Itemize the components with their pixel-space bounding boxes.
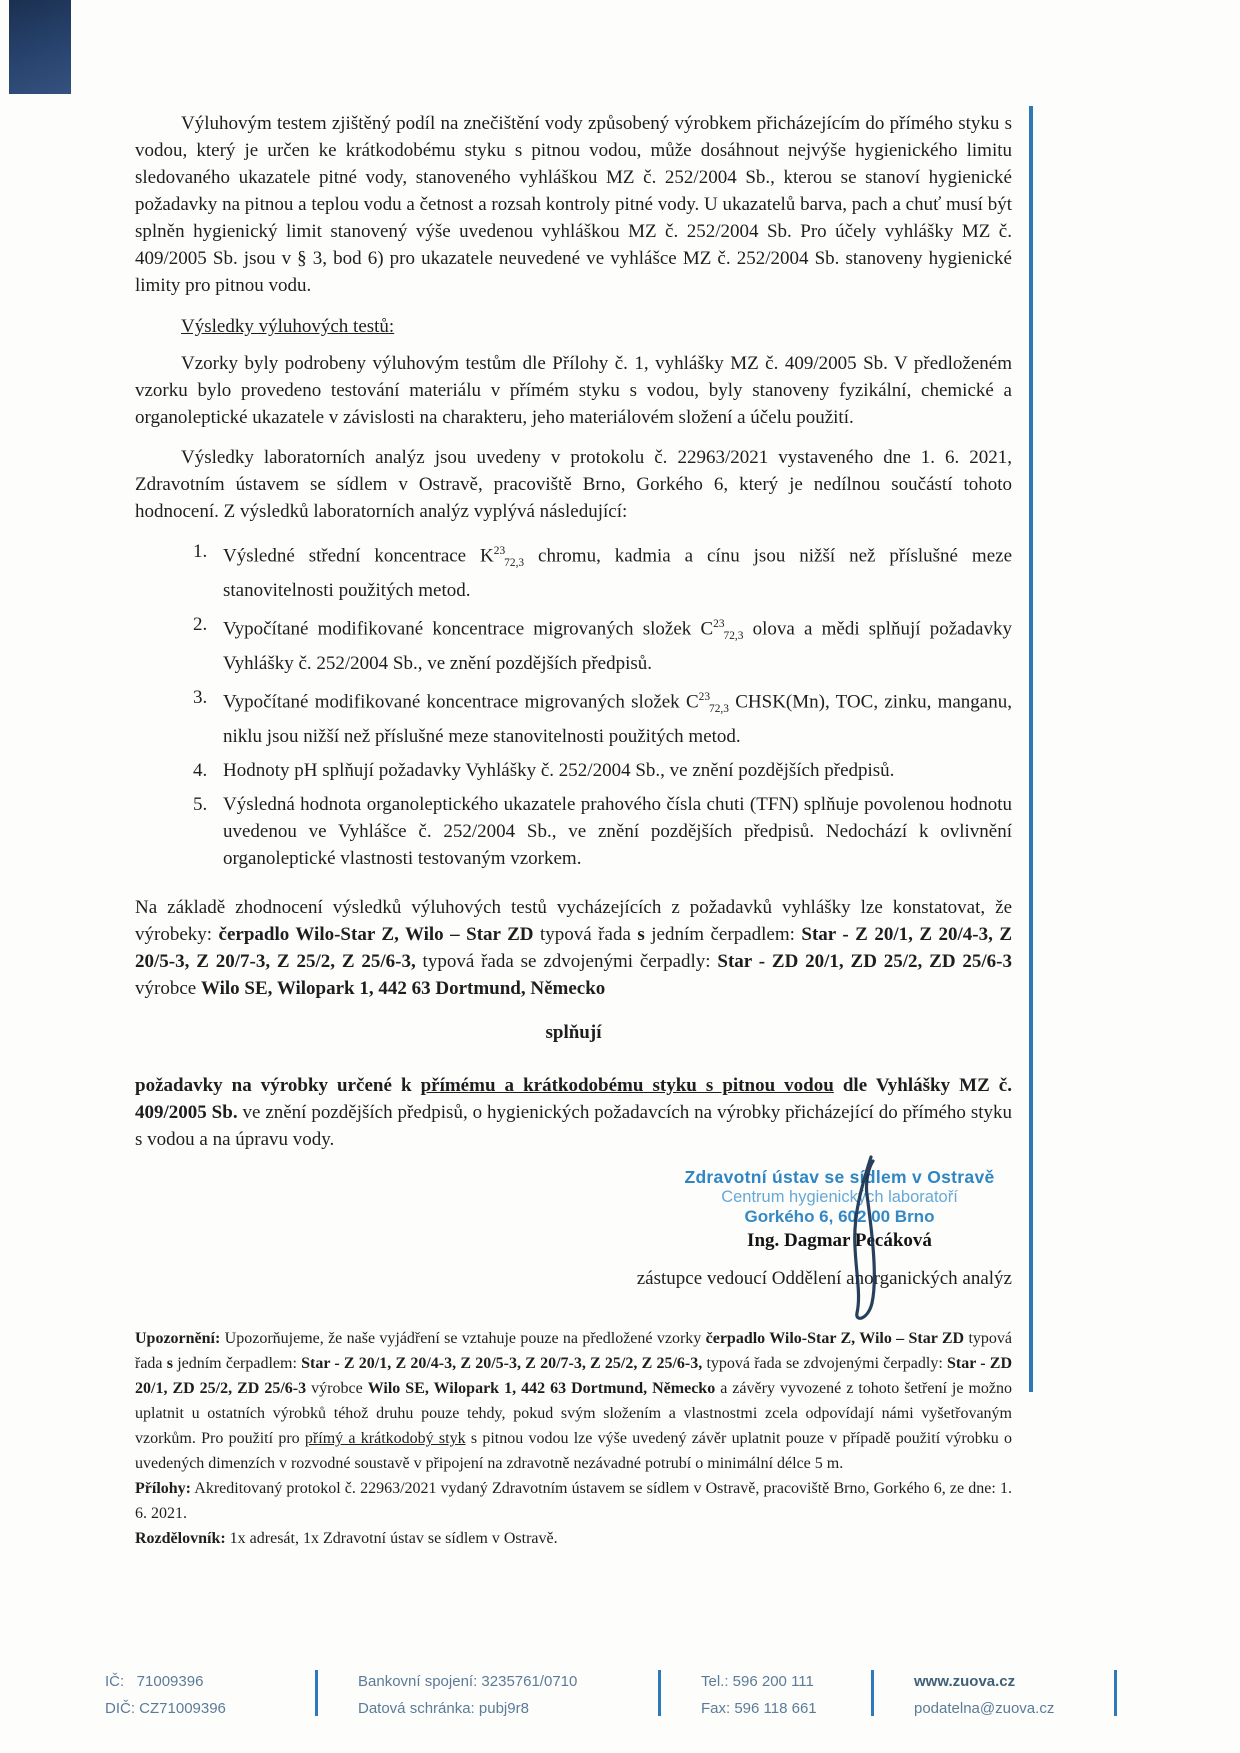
list-item-5 [193, 791, 1012, 872]
stamp-line-address: Gorkého 6, 602 00 Brno [744, 1207, 935, 1227]
subscript-index: 72,3 [504, 557, 525, 570]
list-item-text: Výsledná hodnota organoleptického ukazatele prahového čísla chuti (TFN) splňuje povolenou hodnotu uvedenou ve Vyhlášce č. 252/2004 Sb., ve znění pozdějších předpisů. Nedochází k ovlivnění organoleptické vlastnosti testovaným vzorkem. [223, 794, 1012, 870]
paragraph-requirements [135, 1072, 1012, 1153]
results-heading-text: Výsledky výluhových testů: [181, 316, 395, 337]
note-label: Přílohy: [135, 1480, 191, 1498]
note-warning [135, 1326, 1012, 1476]
footer-divider [658, 1670, 661, 1716]
note-label: Upozornění: [135, 1330, 221, 1348]
text-segment: 1x adresát, 1x Zdravotní ústav se sídlem v Ostravě. [225, 1530, 558, 1548]
list-item-text: Hodnoty pH splňují požadavky Vyhlášky č. 252/2004 Sb., ve znění pozdějších předpisů. [223, 760, 895, 782]
list-item-number: 1. [193, 541, 208, 562]
institution-stamp [667, 1167, 1012, 1252]
text-segment: ve znění pozdějších předpisů, o hygienických požadavcích na výrobky přicházející do přímého styku s vodou a na úpravu vody. [135, 1102, 1012, 1151]
note-distribution [135, 1526, 1012, 1551]
text-segment: výrobce [135, 978, 201, 1000]
manufacturer-name: Wilo SE, Wilopark 1, 442 63 Dortmund, Německo [367, 1380, 716, 1398]
note-attachments [135, 1476, 1012, 1526]
stamp-line-institution: Zdravotní ústav se sídlem v Ostravě [684, 1167, 995, 1188]
footer-divider [315, 1670, 318, 1716]
footer-website: www.zuova.cz [914, 1673, 1016, 1690]
footer-databox: Datová schránka: pubj9r8 [358, 1700, 529, 1717]
footer-fax: Fax: 596 118 661 [701, 1700, 817, 1717]
results-heading [135, 313, 1012, 340]
text-segment-bold: požadavky na výrobky určené k [135, 1075, 421, 1097]
footer-col-registration [105, 1668, 275, 1722]
text-segment: typová řada se zdvojenými čerpadly: [415, 951, 718, 973]
document-content [135, 110, 1012, 1551]
text-segment: typová řada se zdvojenými čerpadly: [702, 1355, 947, 1373]
footer-info [105, 1668, 1122, 1722]
list-item-number: 2. [193, 614, 208, 636]
text-segment: jedním čerpadlem: [172, 1355, 302, 1373]
text-segment: Upozorňujeme, že naše vyjádření se vztahuje pouze na předložené vzorky [220, 1330, 706, 1348]
text-segment: Vypočítané modifikované koncentrace migrovaných složek C [223, 691, 699, 713]
pump-model-list-twin: Star - ZD 20/1, ZD 25/2, ZD 25/6-3 [717, 951, 1012, 973]
text-segment-bold: s [166, 1355, 173, 1373]
paragraph-lab-protocol: Výsledky laboratorních analýz jsou uvedeny v protokolu č. 22963/2021 vystaveného dne 1. 6. 2021, Zdravotním ústavem se sídlem v Ostravě, pracoviště Brno, Gorkého 6, který je nedílnou součástí tohoto hodnocení. Z výsledků laboratorních analýz vyplývá následující: [135, 447, 1012, 522]
stamp-line-center: Centrum hygienických laboratoří [721, 1188, 958, 1207]
pump-model-list-single: Star - Z 20/1, Z 20/4-3, Z 20/5-3, Z 20/7-3, Z 25/2, Z 25/6-3, [301, 1355, 703, 1373]
text-segment: CHSK(Mn), TOC, zinku, manganu, niklu jsou nižší než příslušné meze stanovitelnosti použitých metod. [223, 691, 1012, 748]
contact-type-underlined: přímý a krátkodobý styk [304, 1430, 466, 1448]
text-segment: Vypočítané modifikované koncentrace migrovaných složek C [223, 618, 714, 640]
text-segment: Akreditovaný protokol č. 22963/2021 vydaný Zdravotním ústavem se sídlem v Ostravě, pracoviště Brno, Gorkého 6, ze dne: 1. 6. 2021. [135, 1480, 1012, 1523]
pump-series-names: čerpadlo Wilo-Star Z, Wilo – Star ZD [218, 924, 534, 946]
list-item-4 [193, 757, 1012, 784]
list-item-text [223, 684, 1012, 750]
subscript-index: 72,3 [723, 630, 744, 643]
list-item-number: 4. [193, 760, 208, 782]
paragraph-leach-intro: Výluhovým testem zjištěný podíl na znečištění vody způsobený výrobkem přicházejícím do přímého styku s vodou, který je určen ke krátkodobému styku s pitnou vodou, může dosáhnout nejvýše hygienického limitu sledovaného ukazatele pitné vody, stanoveného vyhláškou MZ č. 252/2004 Sb., kterou se stanoví hygienické požadavky na pitnou a teplou vodu a četnost a rozsah kontroly pitné vody. U ukazatelů barva, pach a chuť musí být splněn hygienický limit stanovený výše uvedenou vyhláškou MZ č. 252/2004 Sb. Pro účely vyhlášky MZ č. 409/2005 Sb. jsou v § 3, bod 6) pro ukazatele neuvedené ve vyhlášce MZ č. 252/2004 Sb. stanoveny hygienické limity pro pitnou vodu. [135, 113, 1012, 296]
list-item-2 [193, 611, 1012, 677]
text-segment: s pitnou vodou lze výše uvedený závěr uplatnit pouze v případě použití výrobku o uvedených dimenzích v rozvodné soustavě v připojení na zdravotně nezávadné potrubí o minimální délce 5 m. [135, 1430, 1012, 1473]
footer-phone: Tel.: 596 200 111 [701, 1673, 814, 1690]
list-item-text [223, 611, 1012, 677]
scan-corner-bar [9, 0, 71, 94]
paragraph-sample-testing: Vzorky byly podrobeny výluhovým testům dle Přílohy č. 1, vyhlášky MZ č. 409/2005 Sb. V předloženém vzorku bylo provedeno testování materiálu v přímém styku s vodou, byly stanoveny fyzikální, chemické a organoleptické ukazatele v závislosti na charakteru, jeho materiálovém složení a účelu použití. [135, 353, 1012, 428]
manufacturer-name: Wilo SE, Wilopark 1, 442 63 Dortmund, Německo [200, 978, 606, 1000]
footer-email: podatelna@zuova.cz [914, 1700, 1055, 1717]
footer-col-web [914, 1668, 1074, 1722]
text-segment: typová řada [135, 1330, 1012, 1373]
signatory-role: zástupce vedoucí Oddělení anorganických analýz [636, 1268, 1012, 1290]
text-segment: typová řada [533, 924, 638, 946]
paragraph-conclusion [135, 894, 1012, 1002]
subscript-index: 72,3 [709, 703, 729, 716]
superscript-index: 23 [493, 545, 506, 557]
footer-col-bank [358, 1668, 618, 1722]
pump-series-names: čerpadlo Wilo-Star Z, Wilo – Star ZD [705, 1330, 965, 1348]
footer-dic: DIČ: CZ71009396 [105, 1700, 226, 1717]
superscript-index: 23 [698, 691, 711, 704]
footer-bank-account: Bankovní spojení: 3235761/0710 [358, 1673, 578, 1690]
text-segment: chromu, kadmia a cínu jsou nižší než příslušné meze stanovitelnosti použitých metod. [223, 545, 1013, 602]
findings-list [193, 538, 1012, 872]
verdict-text: splňují [545, 1022, 602, 1044]
footer-divider [871, 1670, 874, 1716]
pump-model-list-twin: Star - ZD 20/1, ZD 25/2, ZD 25/6-3 [135, 1355, 1012, 1398]
text-segment: Na základě zhodnocení výsledků výluhových testů vycházejících z požadavků vyhlášky lze konstatovat, že výrobeky: [135, 897, 1012, 946]
list-item-3 [193, 684, 1012, 750]
contact-type-underlined: přímému a krátkodobému styku s pitnou vodou [420, 1075, 834, 1097]
text-segment: a závěry vyvozené z tohoto šetření je možno uplatnit u ostatních výrobků téhož druhu pouze tehdy, pokud svým složením a vlastnostmi zcela odpovídají námi vyšetřovaným vzorkům. Pro použití pro [135, 1380, 1013, 1448]
footnotes-block [135, 1326, 1012, 1551]
list-item-number: 3. [193, 687, 208, 709]
note-label: Rozdělovník: [135, 1530, 226, 1548]
signature-area [135, 1167, 1012, 1290]
text-segment: výrobce [306, 1380, 368, 1398]
text-segment: Výsledné střední koncentrace K [223, 545, 494, 567]
decree-reference: dle Vyhlášky MZ č. 409/2005 Sb. [135, 1075, 1012, 1124]
list-item-1 [193, 538, 1012, 604]
footer-ic: IČ: 71009396 [105, 1673, 204, 1690]
pump-model-list-single: Star - Z 20/1, Z 20/4-3, Z 20/5-3, Z 20/7-3, Z 25/2, Z 25/6-3, [135, 924, 1013, 973]
footer-divider [1114, 1670, 1117, 1716]
right-margin-rule [1029, 106, 1033, 1392]
footer-col-contact [701, 1668, 831, 1722]
superscript-index: 23 [713, 618, 725, 631]
list-item-text [223, 538, 1012, 604]
text-segment: olova a mědi splňují požadavky Vyhlášky č. 252/2004 Sb., ve znění pozdějších předpisů. [223, 618, 1012, 675]
text-segment-bold: s [637, 924, 645, 946]
list-item-number: 5. [193, 794, 208, 816]
text-segment: jedním čerpadlem: [644, 924, 802, 946]
signatory-name: Ing. Dagmar Pecáková [747, 1230, 932, 1252]
